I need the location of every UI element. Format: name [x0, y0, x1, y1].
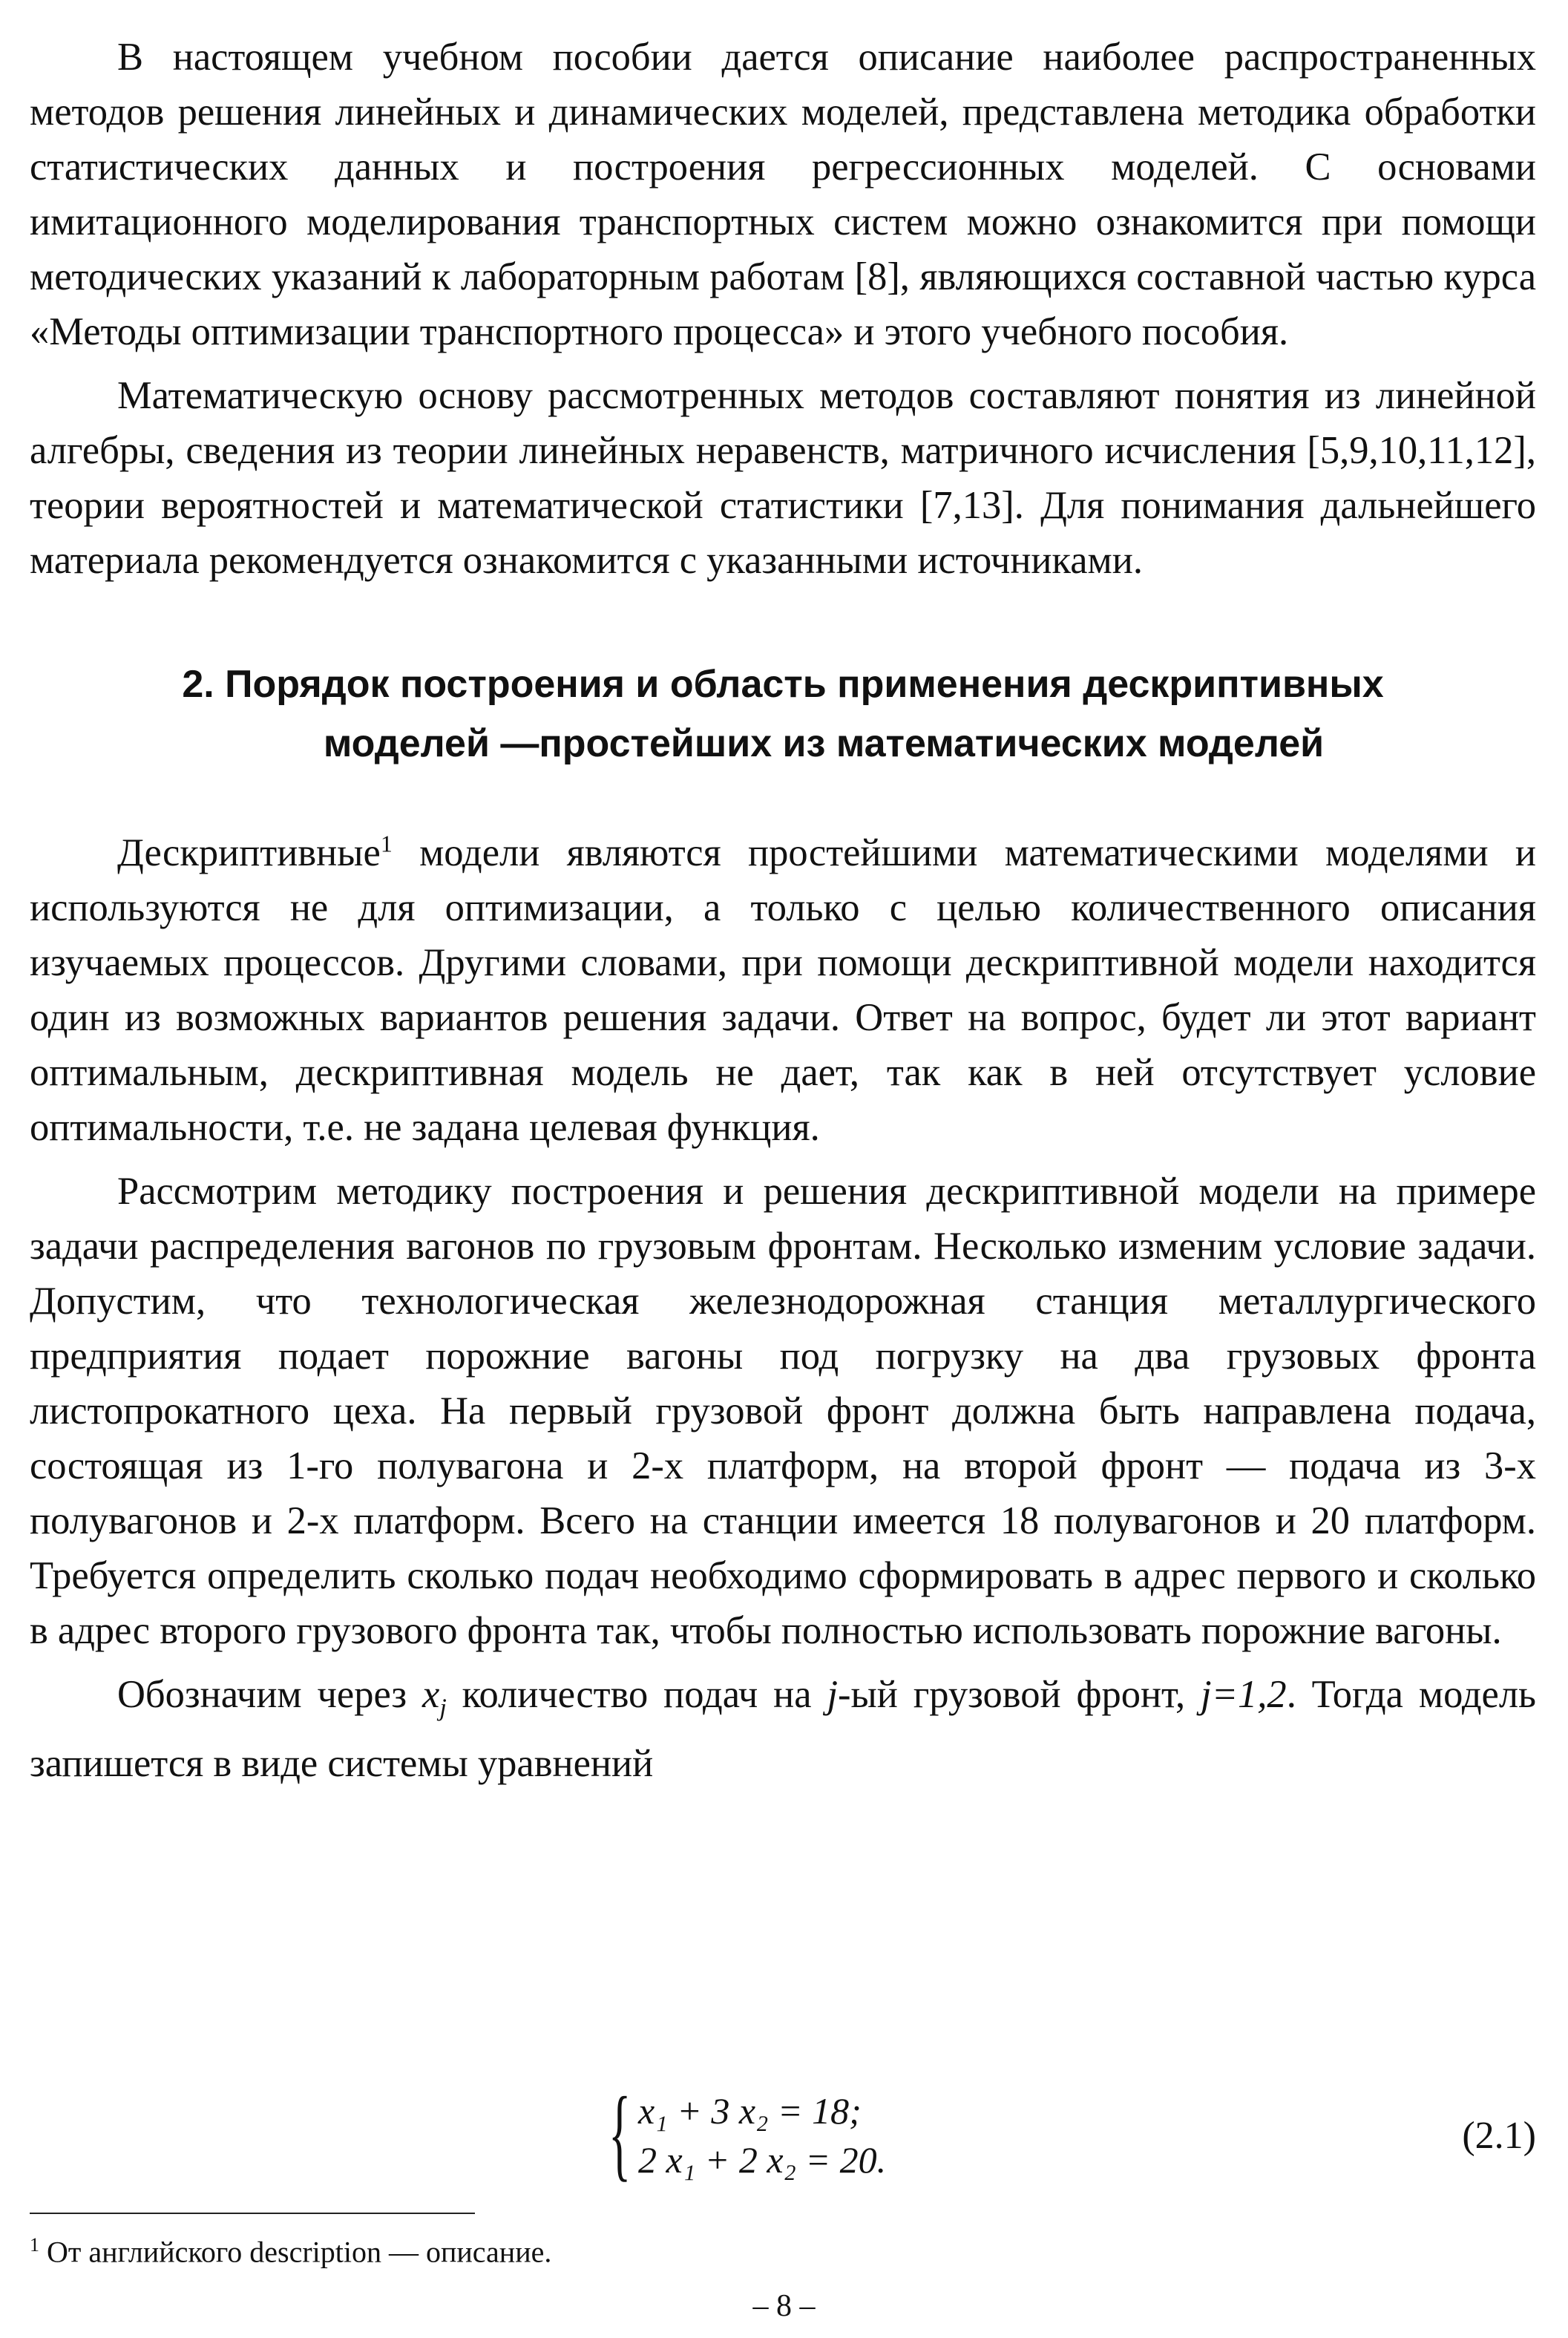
example-paragraph: Рассмотрим методику построения и решения дескриптивной модели на примере задачи распределения вагонов по грузовым фронтам. Несколько изменим условие задачи. Допустим, что технологическая железнодорожная станция металлургического предприятия подает порожние вагоны под погрузку на два грузовых фронта листопрокатного цеха. На первый грузовой фронт должна быть направлена подача, состоящая из 1-го полувагона и 2-х платформ, на второй фронт — подача из 3-х полувагонов и 2-х платформ. Всего на станции имеется 18 полувагонов и 20 платформ. Требуется определить сколько подач необходимо сформировать в адрес первого и сколько в адрес второго грузового фронта так, чтобы полностью использовать порожние вагоны. — [30, 1170, 1536, 1652]
left-brace-icon: { — [608, 2076, 632, 2191]
page-body — [30, 30, 1536, 1800]
variable-x: x — [422, 1673, 440, 1716]
equation-system — [608, 2076, 1536, 2191]
footnote-divider — [30, 2213, 475, 2214]
section-heading-line-1: 2. Порядок построения и область применения дескриптивных — [182, 663, 1384, 706]
descriptive-rest: модели являются простейшими математическими моделями и используются не для оптимизации, а только с целью количественного описания изучаемых процессов. Другими словами, при помощи дескриптивной модели находится один из возможных вариантов решения задачи. Ответ на вопрос, будет ли этот вариант оптимальным, дескриптивная модель не дает, так как в ней отсутствует условие оптимальности, т.е. не задана целевая функция. — [30, 831, 1536, 1149]
notation-text-2: количество подач на — [446, 1673, 827, 1716]
section-heading — [30, 655, 1536, 773]
footnote-reference: 1 — [380, 830, 393, 857]
variable-j: j — [827, 1673, 839, 1716]
notation-paragraph — [30, 1667, 1536, 1791]
equation-line-2: 2 x₁ + 2 x₂ = 20. — [638, 2139, 887, 2181]
notation-text-1: Обозначим через — [117, 1673, 423, 1716]
variable-subscript: j — [439, 1694, 447, 1722]
intro-paragraph-1: В настоящем учебном пособии дается описание наиболее распространенных методов решения линейных и динамических моделей, представлена методика обработки статистических данных и построения регрессионных моделей. С основами имитационного моделирования транспортных систем можно ознакомится при помощи методических указаний к лабораторным работам [8], являющихся составной частью курса «Методы оптимизации транспортного процесса» и этого учебного пособия. — [30, 36, 1536, 353]
equation-number: (2.1) — [1462, 2115, 1536, 2157]
descriptive-paragraph — [30, 825, 1536, 1155]
footnote-text: От английского description — описание. — [39, 2235, 552, 2269]
footnote-mark: 1 — [30, 2234, 39, 2256]
notation-text-3: -ый грузовой фронт, — [838, 1673, 1201, 1716]
footnote — [30, 2227, 551, 2270]
section-heading-line-2: моделей —простейших из математических моделей — [323, 722, 1325, 765]
descriptive-first-word: Дескриптивные — [117, 831, 381, 874]
index-range: j=1,2 — [1201, 1673, 1287, 1716]
equation-line-1: x₁ + 3 x₂ = 18; — [638, 2090, 862, 2132]
notation-text-4: . Тогда модель запишется в виде системы уравнений — [30, 1673, 1536, 1785]
page-number: – 8 – — [752, 2289, 816, 2323]
intro-paragraph-2: Математическую основу рассмотренных методов составляют понятия из линейной алгебры, сведения из теории линейных неравенств, матричного исчисления [5,9,10,11,12], теории вероятностей и математической статистики [7,13]. Для понимания дальнейшего материала рекомендуется ознакомится с указанными источниками. — [30, 374, 1536, 582]
